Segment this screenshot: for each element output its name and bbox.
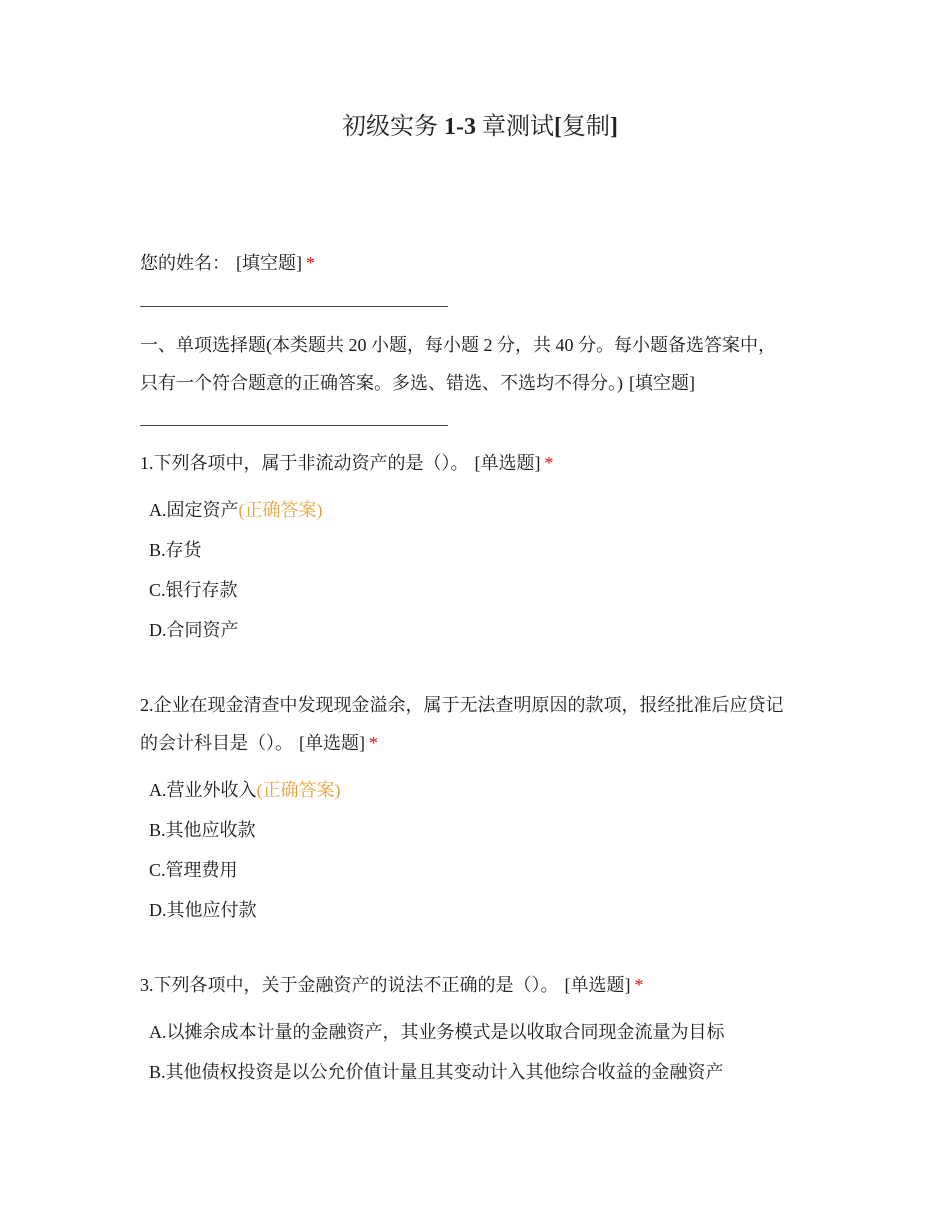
section-one-line2-wrap (140, 364, 820, 402)
option-label: B.存货 (149, 540, 202, 560)
title-text-5: 复制 (562, 114, 610, 140)
title-text-3: 章测试 (476, 114, 554, 140)
option-label: A.以摊余成本计量的金融资产，其业务模式是以收取合同现金流量为目标 (149, 1022, 725, 1042)
question-2-option-a[interactable] (149, 776, 341, 804)
title-text-4: [ (554, 114, 562, 140)
correct-answer-marker: (正确答案) (256, 780, 341, 800)
option-label: D.其他应付款 (149, 900, 257, 920)
question-3-text: 3.下列各项中，关于金融资产的说法不正确的是（）。 (140, 975, 559, 995)
question-2-line1: 2.企业在现金清查中发现现金溢余，属于无法查明原因的款项，报经批准后应贷记 (140, 695, 784, 715)
title-text-2: 1-3 (444, 114, 476, 140)
question-1-option-b[interactable] (149, 536, 202, 564)
title-text-6: ] (610, 114, 618, 140)
section-one-answer-line[interactable] (140, 425, 448, 426)
required-marker: * (369, 733, 378, 753)
question-1 (140, 444, 820, 482)
question-1-option-d[interactable] (149, 616, 239, 644)
question-2 (140, 686, 820, 762)
option-label: C.银行存款 (149, 580, 238, 600)
title-text-1: 初级实务 (342, 114, 444, 140)
question-2-option-c[interactable] (149, 856, 238, 884)
question-2-option-d[interactable] (149, 896, 257, 924)
question-1-text: 1.下列各项中，属于非流动资产的是（）。 (140, 453, 469, 473)
question-2-line2: 的会计科目是（）。 (140, 733, 293, 753)
question-1-option-c[interactable] (149, 576, 238, 604)
question-1-option-a[interactable] (149, 496, 323, 524)
question-2-option-b[interactable] (149, 816, 256, 844)
name-question (140, 244, 820, 282)
question-2-type: [单选题] (299, 733, 365, 753)
question-3 (140, 966, 820, 1004)
name-answer-line[interactable] (140, 306, 448, 307)
option-label: A.营业外收入 (149, 780, 257, 800)
section-one-heading (140, 326, 820, 402)
required-marker: * (544, 453, 554, 473)
question-2-line2-wrap (140, 724, 820, 762)
section-one-line2: 只有一个符合题意的正确答案。多选、错选、不选均不得分。) (140, 373, 623, 393)
question-1-type: [单选题] (474, 453, 541, 473)
question-3-option-a[interactable] (149, 1018, 725, 1046)
option-label: B.其他应收款 (149, 820, 256, 840)
option-label: C.管理费用 (149, 860, 238, 880)
name-question-type: [填空题] (236, 253, 302, 273)
question-3-type: [单选题] (564, 975, 631, 995)
option-label: A.固定资产 (149, 500, 239, 520)
section-one-line1: 一、单项选择题(本类题共 20 小题，每小题 2 分，共 40 分。每小题备选答案中， (140, 335, 776, 355)
name-question-label: 您的姓名： (140, 253, 230, 273)
required-marker: * (306, 253, 315, 273)
option-label: B.其他债权投资是以公允价值计量且其变动计入其他综合收益的金融资产 (149, 1062, 724, 1082)
question-3-option-b[interactable] (149, 1058, 724, 1086)
correct-answer-marker: (正确答案) (238, 500, 323, 520)
section-one-type: [填空题] (629, 373, 695, 393)
page-title (140, 110, 820, 144)
option-label: D.合同资产 (149, 620, 239, 640)
required-marker: * (634, 975, 644, 995)
